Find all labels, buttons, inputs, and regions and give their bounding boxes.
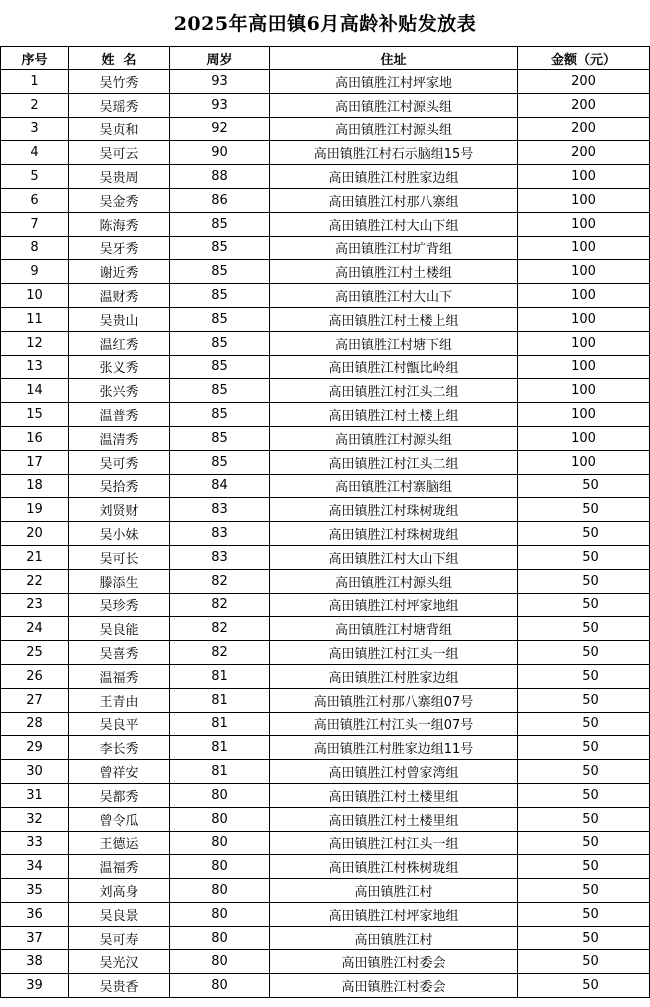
row-address: 高田镇胜江村胜家边组: [270, 664, 518, 688]
row-name: 吴光汉: [69, 950, 170, 974]
row-address: 高田镇胜江村大山下组: [270, 212, 518, 236]
table-row: [1, 498, 650, 522]
row-amount: 200: [518, 93, 650, 117]
table-row: [1, 141, 650, 165]
row-address: 高田镇胜江村土楼里组: [270, 807, 518, 831]
row-amount: 50: [518, 522, 650, 546]
row-name: 吴拾秀: [69, 474, 170, 498]
row-age: 84: [170, 474, 270, 498]
row-name: 吴贞和: [69, 117, 170, 141]
row-address: 高田镇胜江村源头组: [270, 569, 518, 593]
row-amount: 50: [518, 831, 650, 855]
row-address: 高田镇胜江村土楼里组: [270, 783, 518, 807]
row-address: 高田镇胜江村塘下组: [270, 331, 518, 355]
row-address: 高田镇胜江村曾家湾组: [270, 760, 518, 784]
row-amount: 50: [518, 926, 650, 950]
row-address: 高田镇胜江村珠树珑组: [270, 522, 518, 546]
row-address: 高田镇胜江村坪家地组: [270, 593, 518, 617]
table-row: [1, 117, 650, 141]
row-age: 80: [170, 974, 270, 998]
row-index: 29: [1, 736, 69, 760]
row-age: 85: [170, 212, 270, 236]
row-amount: 100: [518, 284, 650, 308]
row-index: 30: [1, 760, 69, 784]
row-amount: 100: [518, 260, 650, 284]
row-age: 80: [170, 902, 270, 926]
row-name: 刘高身: [69, 879, 170, 903]
table-row: [1, 831, 650, 855]
table-row: [1, 902, 650, 926]
row-age: 85: [170, 379, 270, 403]
row-address: 高田镇胜江村土楼上组: [270, 307, 518, 331]
row-amount: 50: [518, 736, 650, 760]
row-age: 80: [170, 879, 270, 903]
row-amount: 50: [518, 641, 650, 665]
row-age: 83: [170, 498, 270, 522]
row-address: 高田镇胜江村源头组: [270, 117, 518, 141]
row-age: 85: [170, 450, 270, 474]
row-name: 温福秀: [69, 664, 170, 688]
row-amount: 50: [518, 688, 650, 712]
row-amount: 100: [518, 236, 650, 260]
page-title: 2025年高田镇6月高龄补贴发放表: [173, 13, 477, 35]
row-index: 11: [1, 307, 69, 331]
row-address: 高田镇胜江村坪家地: [270, 70, 518, 94]
row-age: 85: [170, 284, 270, 308]
row-index: 21: [1, 545, 69, 569]
row-name: 刘贤财: [69, 498, 170, 522]
row-age: 85: [170, 236, 270, 260]
header-name: 姓 名: [69, 47, 170, 70]
row-address: 高田镇胜江村寨脑组: [270, 474, 518, 498]
row-address: 高田镇胜江村土楼上组: [270, 403, 518, 427]
table-header-row: [1, 47, 650, 70]
row-name: 吴良能: [69, 617, 170, 641]
row-address: 高田镇胜江村江头二组: [270, 379, 518, 403]
table-row: [1, 950, 650, 974]
table-row: [1, 165, 650, 189]
table-row: [1, 712, 650, 736]
row-amount: 50: [518, 593, 650, 617]
table-row: [1, 736, 650, 760]
row-name: 吴可云: [69, 141, 170, 165]
row-name: 吴贵香: [69, 974, 170, 998]
row-address: 高田镇胜江村塘背组: [270, 617, 518, 641]
row-name: 吴牙秀: [69, 236, 170, 260]
table-row: [1, 926, 650, 950]
row-address: 高田镇胜江村圹背组: [270, 236, 518, 260]
row-index: 1: [1, 70, 69, 94]
row-index: 7: [1, 212, 69, 236]
row-age: 81: [170, 664, 270, 688]
row-age: 82: [170, 617, 270, 641]
row-amount: 200: [518, 117, 650, 141]
row-index: 13: [1, 355, 69, 379]
row-name: 吴珍秀: [69, 593, 170, 617]
row-age: 80: [170, 783, 270, 807]
table-row: [1, 426, 650, 450]
row-age: 85: [170, 426, 270, 450]
header-index: 序号: [1, 47, 69, 70]
table-row: [1, 807, 650, 831]
table-row: [1, 355, 650, 379]
row-index: 4: [1, 141, 69, 165]
row-index: 33: [1, 831, 69, 855]
row-index: 24: [1, 617, 69, 641]
row-amount: 50: [518, 664, 650, 688]
row-amount: 100: [518, 379, 650, 403]
row-name: 张义秀: [69, 355, 170, 379]
row-name: 温红秀: [69, 331, 170, 355]
row-index: 38: [1, 950, 69, 974]
row-address: 高田镇胜江村那八寨组: [270, 188, 518, 212]
row-name: 滕添生: [69, 569, 170, 593]
row-address: 高田镇胜江村坪家地组: [270, 902, 518, 926]
row-index: 18: [1, 474, 69, 498]
table-row: [1, 474, 650, 498]
table-row: [1, 307, 650, 331]
row-index: 2: [1, 93, 69, 117]
row-index: 12: [1, 331, 69, 355]
row-age: 82: [170, 569, 270, 593]
row-amount: 50: [518, 569, 650, 593]
table-row: [1, 879, 650, 903]
table-row: [1, 379, 650, 403]
row-name: 王青由: [69, 688, 170, 712]
row-amount: 50: [518, 879, 650, 903]
row-amount: 100: [518, 450, 650, 474]
table-row: [1, 569, 650, 593]
row-address: 高田镇胜江村甑比岭组: [270, 355, 518, 379]
row-amount: 50: [518, 902, 650, 926]
row-name: 吴金秀: [69, 188, 170, 212]
row-amount: 100: [518, 426, 650, 450]
row-name: 吴良平: [69, 712, 170, 736]
row-amount: 100: [518, 188, 650, 212]
row-name: 谢近秀: [69, 260, 170, 284]
row-name: 陈海秀: [69, 212, 170, 236]
row-index: 16: [1, 426, 69, 450]
row-name: 吴喜秀: [69, 641, 170, 665]
row-address: 高田镇胜江村大山下: [270, 284, 518, 308]
row-age: 81: [170, 760, 270, 784]
table-row: [1, 641, 650, 665]
row-name: 吴贵周: [69, 165, 170, 189]
row-address: 高田镇胜江村江头一组: [270, 831, 518, 855]
row-name: 吴小妹: [69, 522, 170, 546]
row-name: 吴瑶秀: [69, 93, 170, 117]
table-row: [1, 450, 650, 474]
row-index: 27: [1, 688, 69, 712]
row-address: 高田镇胜江村江头一组: [270, 641, 518, 665]
row-index: 39: [1, 974, 69, 998]
row-address: 高田镇胜江村株树珑组: [270, 855, 518, 879]
row-age: 93: [170, 70, 270, 94]
row-index: 20: [1, 522, 69, 546]
row-amount: 100: [518, 307, 650, 331]
row-amount: 100: [518, 355, 650, 379]
row-address: 高田镇胜江村胜家边组: [270, 165, 518, 189]
header-amount: 金额（元）: [518, 47, 650, 70]
row-age: 93: [170, 93, 270, 117]
row-age: 85: [170, 260, 270, 284]
table-row: [1, 760, 650, 784]
row-name: 温普秀: [69, 403, 170, 427]
table-body: [1, 70, 650, 998]
row-index: 35: [1, 879, 69, 903]
row-amount: 100: [518, 331, 650, 355]
row-age: 83: [170, 545, 270, 569]
table-row: [1, 974, 650, 998]
row-amount: 50: [518, 760, 650, 784]
table-row: [1, 688, 650, 712]
row-amount: 100: [518, 212, 650, 236]
row-name: 吴都秀: [69, 783, 170, 807]
row-address: 高田镇胜江村委会: [270, 950, 518, 974]
row-address: 高田镇胜江村土楼组: [270, 260, 518, 284]
row-name: 曾祥安: [69, 760, 170, 784]
row-address: 高田镇胜江村大山下组: [270, 545, 518, 569]
table-row: [1, 783, 650, 807]
row-name: 张兴秀: [69, 379, 170, 403]
row-index: 23: [1, 593, 69, 617]
row-age: 90: [170, 141, 270, 165]
row-amount: 100: [518, 403, 650, 427]
row-address: 高田镇胜江村江头一组07号: [270, 712, 518, 736]
row-index: 19: [1, 498, 69, 522]
row-index: 3: [1, 117, 69, 141]
row-index: 28: [1, 712, 69, 736]
row-age: 80: [170, 807, 270, 831]
row-amount: 50: [518, 617, 650, 641]
row-amount: 50: [518, 498, 650, 522]
row-name: 温财秀: [69, 284, 170, 308]
row-address: 高田镇胜江村胜家边组11号: [270, 736, 518, 760]
row-index: 5: [1, 165, 69, 189]
table-row: [1, 93, 650, 117]
row-age: 86: [170, 188, 270, 212]
row-age: 85: [170, 355, 270, 379]
row-age: 80: [170, 855, 270, 879]
row-name: 李长秀: [69, 736, 170, 760]
row-name: 吴可秀: [69, 450, 170, 474]
row-amount: 50: [518, 807, 650, 831]
table-row: [1, 855, 650, 879]
table-row: [1, 403, 650, 427]
row-address: 高田镇胜江村江头二组: [270, 450, 518, 474]
row-age: 81: [170, 688, 270, 712]
row-index: 6: [1, 188, 69, 212]
row-amount: 200: [518, 70, 650, 94]
row-age: 81: [170, 736, 270, 760]
row-address: 高田镇胜江村源头组: [270, 93, 518, 117]
row-index: 26: [1, 664, 69, 688]
row-index: 8: [1, 236, 69, 260]
row-name: 吴贵山: [69, 307, 170, 331]
row-name: 吴竹秀: [69, 70, 170, 94]
table-row: [1, 664, 650, 688]
row-address: 高田镇胜江村: [270, 926, 518, 950]
row-amount: 50: [518, 855, 650, 879]
row-index: 22: [1, 569, 69, 593]
header-address: 住址: [270, 47, 518, 70]
row-age: 88: [170, 165, 270, 189]
row-amount: 50: [518, 545, 650, 569]
row-index: 10: [1, 284, 69, 308]
row-index: 25: [1, 641, 69, 665]
row-amount: 50: [518, 712, 650, 736]
row-amount: 100: [518, 165, 650, 189]
row-address: 高田镇胜江村源头组: [270, 426, 518, 450]
row-age: 85: [170, 307, 270, 331]
row-name: 曾令瓜: [69, 807, 170, 831]
row-name: 温清秀: [69, 426, 170, 450]
row-index: 17: [1, 450, 69, 474]
table-row: [1, 545, 650, 569]
table-row: [1, 522, 650, 546]
row-name: 温福秀: [69, 855, 170, 879]
row-amount: 50: [518, 950, 650, 974]
table-row: [1, 212, 650, 236]
row-amount: 200: [518, 141, 650, 165]
row-age: 85: [170, 331, 270, 355]
row-address: 高田镇胜江村珠树珑组: [270, 498, 518, 522]
row-address: 高田镇胜江村那八寨组07号: [270, 688, 518, 712]
header-age: 周岁: [170, 47, 270, 70]
table-row: [1, 593, 650, 617]
table-row: [1, 70, 650, 94]
table-row: [1, 260, 650, 284]
row-address: 高田镇胜江村委会: [270, 974, 518, 998]
row-age: 83: [170, 522, 270, 546]
row-index: 15: [1, 403, 69, 427]
row-address: 高田镇胜江村石示脑组15号: [270, 141, 518, 165]
row-index: 9: [1, 260, 69, 284]
table-row: [1, 188, 650, 212]
table-row: [1, 236, 650, 260]
row-amount: 50: [518, 474, 650, 498]
row-age: 80: [170, 950, 270, 974]
row-age: 92: [170, 117, 270, 141]
row-age: 82: [170, 641, 270, 665]
row-index: 34: [1, 855, 69, 879]
row-name: 吴可长: [69, 545, 170, 569]
row-age: 85: [170, 403, 270, 427]
table-row: [1, 284, 650, 308]
row-index: 32: [1, 807, 69, 831]
row-name: 吴可寿: [69, 926, 170, 950]
row-age: 81: [170, 712, 270, 736]
table-row: [1, 331, 650, 355]
row-age: 82: [170, 593, 270, 617]
row-amount: 50: [518, 783, 650, 807]
table-row: [1, 617, 650, 641]
row-age: 80: [170, 831, 270, 855]
row-address: 高田镇胜江村: [270, 879, 518, 903]
row-age: 80: [170, 926, 270, 950]
row-index: 37: [1, 926, 69, 950]
subsidy-table: [0, 46, 650, 998]
row-amount: 50: [518, 974, 650, 998]
row-index: 36: [1, 902, 69, 926]
row-name: 王德运: [69, 831, 170, 855]
row-name: 吴良景: [69, 902, 170, 926]
row-index: 31: [1, 783, 69, 807]
row-index: 14: [1, 379, 69, 403]
